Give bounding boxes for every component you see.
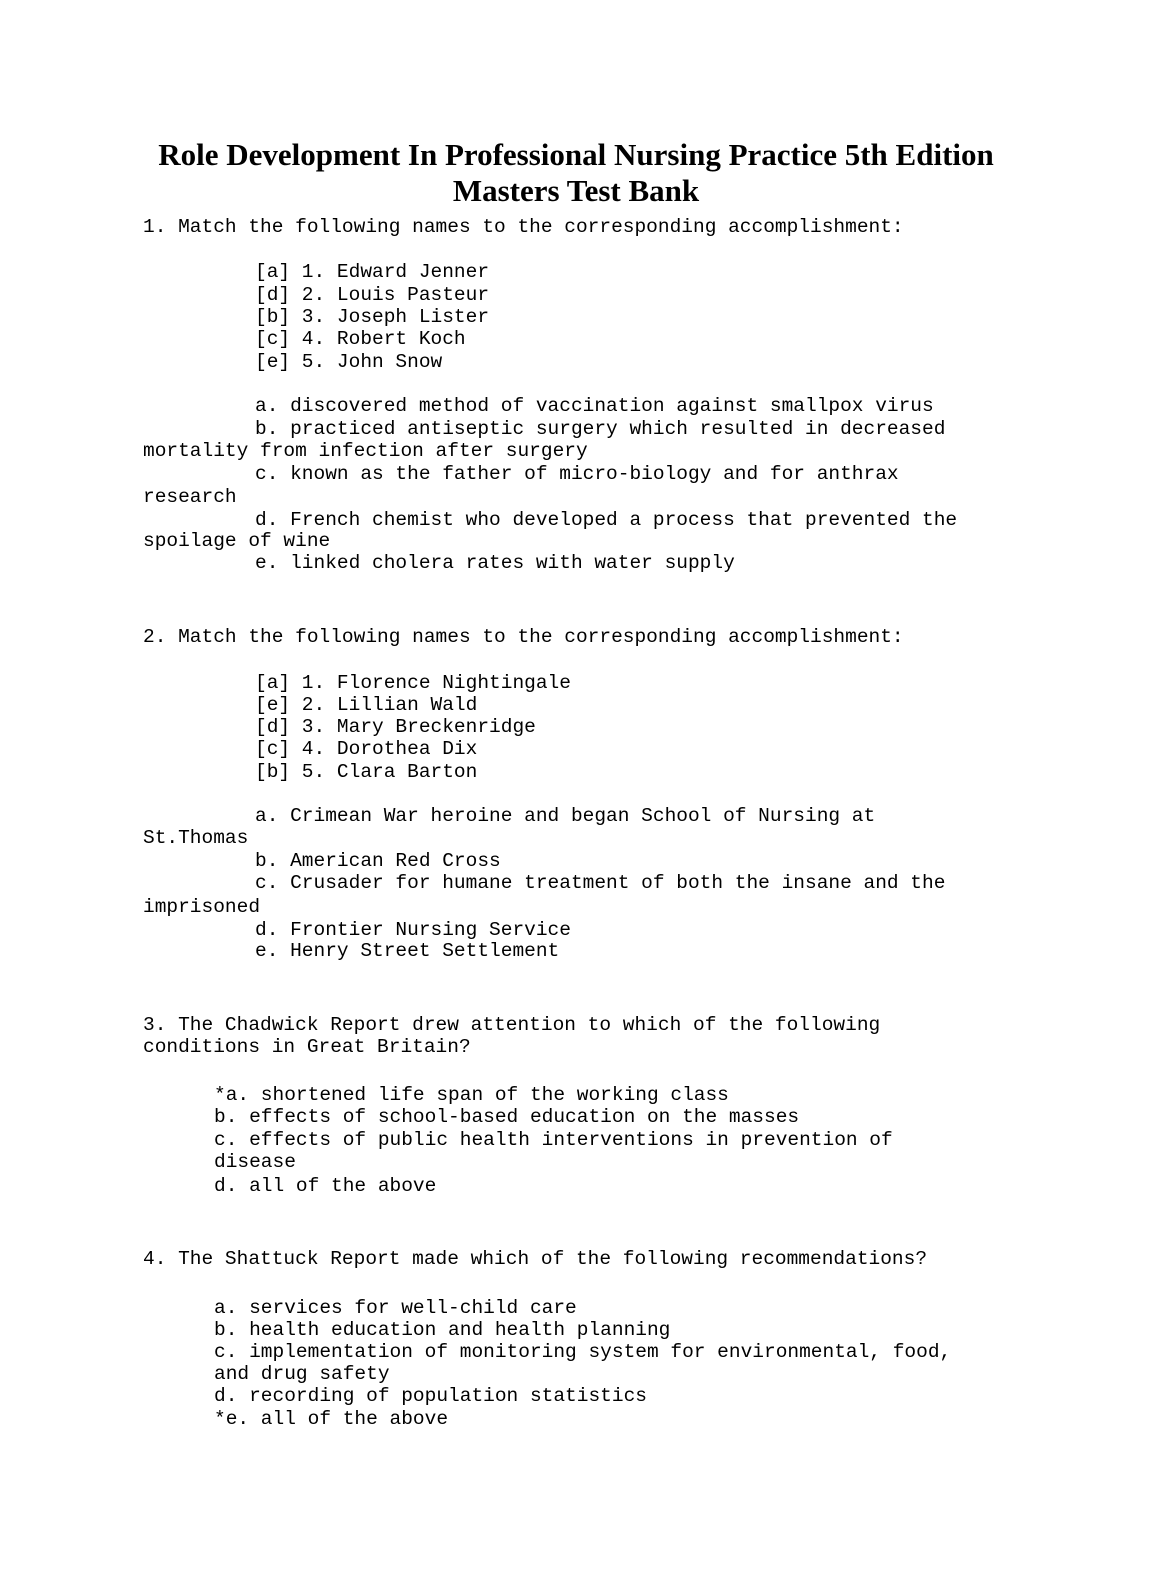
- question-4-option-e: *e. all of the above: [214, 1408, 449, 1430]
- question-2-option-a-cont: St.Thomas: [143, 827, 249, 849]
- question-3-option-a: *a. shortened life span of the working class: [214, 1084, 729, 1106]
- question-1-option-d-cont: spoilage of wine: [143, 530, 331, 552]
- question-2-option-c-cont: imprisoned: [143, 896, 261, 918]
- question-1-match-2: [d] 2. Louis Pasteur: [255, 284, 490, 306]
- question-1-option-b-cont: mortality from infection after surgery: [143, 440, 588, 462]
- question-2-match-2: [e] 2. Lillian Wald: [255, 694, 478, 716]
- question-4-option-b: b. health education and health planning: [214, 1319, 671, 1341]
- question-2-match-3: [d] 3. Mary Breckenridge: [255, 716, 536, 738]
- question-1-option-c: c. known as the father of micro-biology and for anthrax: [255, 463, 899, 485]
- question-2-match-4: [c] 4. Dorothea Dix: [255, 738, 478, 760]
- question-2-option-c: c. Crusader for humane treatment of both the insane and the: [255, 872, 946, 894]
- question-4-option-c-cont: and drug safety: [214, 1363, 390, 1385]
- question-2-match-1: [a] 1. Florence Nightingale: [255, 672, 571, 694]
- question-2-stem: 2. Match the following names to the corresponding accomplishment:: [143, 626, 904, 648]
- question-1-match-5: [e] 5. John Snow: [255, 351, 443, 373]
- question-2-option-a: a. Crimean War heroine and began School of Nursing at: [255, 805, 876, 827]
- question-3-option-c-cont: disease: [214, 1151, 296, 1173]
- question-4-stem: 4. The Shattuck Report made which of the following recommendations?: [143, 1248, 928, 1270]
- document-title-line-2: Masters Test Bank: [452, 173, 700, 208]
- question-1-option-e: e. linked cholera rates with water supply: [255, 552, 735, 574]
- question-1-match-1: [a] 1. Edward Jenner: [255, 261, 490, 283]
- question-3-stem-line-2: conditions in Great Britain?: [143, 1036, 471, 1058]
- question-1-option-b: b. practiced antiseptic surgery which resulted in decreased: [255, 418, 946, 440]
- question-4-option-a: a. services for well-child care: [214, 1297, 577, 1319]
- question-2-option-b: b. American Red Cross: [255, 850, 501, 872]
- question-1-option-a: a. discovered method of vaccination against smallpox virus: [255, 395, 934, 417]
- question-3-option-d: d. all of the above: [214, 1175, 437, 1197]
- question-2-option-d: d. Frontier Nursing Service: [255, 919, 571, 941]
- question-1-option-c-cont: research: [143, 486, 237, 508]
- question-4-option-d: d. recording of population statistics: [214, 1385, 647, 1407]
- question-1-option-d: d. French chemist who developed a process that prevented the: [255, 509, 958, 531]
- question-3-option-b: b. effects of school-based education on the masses: [214, 1106, 800, 1128]
- question-3-option-c: c. effects of public health interventions in prevention of: [214, 1129, 893, 1151]
- question-2-option-e: e. Henry Street Settlement: [255, 940, 560, 962]
- question-4-option-c: c. implementation of monitoring system for environmental, food,: [214, 1341, 952, 1363]
- question-2-match-5: [b] 5. Clara Barton: [255, 761, 478, 783]
- question-3-stem-line-1: 3. The Chadwick Report drew attention to which of the following: [143, 1014, 881, 1036]
- question-1-stem: 1. Match the following names to the corresponding accomplishment:: [143, 216, 904, 238]
- question-1-match-4: [c] 4. Robert Koch: [255, 328, 466, 350]
- document-title-line-1: Role Development In Professional Nursing Practice 5th Edition: [158, 137, 994, 172]
- question-1-match-3: [b] 3. Joseph Lister: [255, 306, 490, 328]
